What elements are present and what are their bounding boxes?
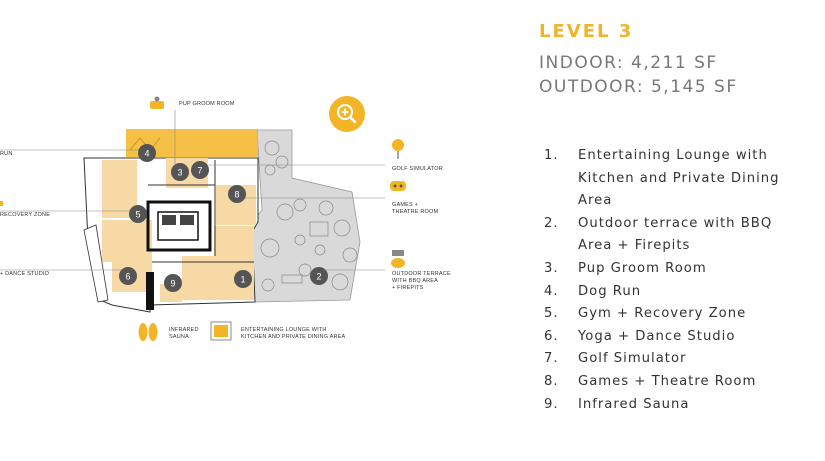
marker-4[interactable]: [138, 144, 156, 162]
legend-item: 6. Yoga + Dance Studio: [544, 328, 736, 344]
outdoor-area: OUTDOOR: 5,145 SF: [539, 77, 738, 97]
marker-3[interactable]: [171, 163, 189, 181]
dog-bath-icon: [150, 97, 164, 110]
legend-item: 7. Golf Simulator: [544, 351, 687, 367]
dumbbell-icon: [0, 201, 3, 206]
zoom-in-icon: [329, 96, 365, 132]
legend-item: 2. Outdoor terrace with BBQ Area + Firepits: [544, 215, 773, 254]
callout-sauna: INFRARED SAUNA: [169, 327, 199, 340]
marker-6[interactable]: [119, 267, 137, 285]
svg-text:1: 1: [240, 274, 246, 285]
svg-text:6: 6: [125, 271, 131, 282]
level-title: LEVEL 3: [539, 21, 634, 42]
callout-games: GAMES + THEATRE ROOM: [392, 202, 439, 215]
svg-text:5: 5: [135, 209, 141, 220]
callout-lounge: ENTERTAINING LOUNGE WITH KITCHEN AND PRIVATE DINING AREA: [241, 327, 346, 340]
marker-8[interactable]: [228, 185, 246, 203]
svg-text:9: 9: [170, 278, 176, 289]
svg-text:4: 4: [144, 148, 150, 159]
slippers-icon: [139, 323, 158, 341]
svg-text:3: 3: [177, 167, 183, 178]
bbq-firepit-icon: [391, 250, 405, 268]
svg-text:7: 7: [197, 165, 203, 176]
marker-5[interactable]: [129, 205, 147, 223]
legend-item: 3. Pup Groom Room: [544, 260, 707, 276]
legend-item: 5. Gym + Recovery Zone: [544, 306, 747, 322]
legend-item: 4. Dog Run: [544, 283, 642, 299]
outdoor-terrace-area: [252, 130, 360, 302]
legend-item: 9. Infrared Sauna: [544, 396, 690, 412]
callout-dog-run: RUN: [0, 151, 13, 157]
indoor-area: INDOOR: 4,211 SF: [539, 53, 718, 73]
legend-item: 8. Games + Theatre Room: [544, 373, 757, 389]
svg-text:2: 2: [316, 271, 322, 282]
callout-gym: RECOVERY ZONE: [0, 212, 51, 218]
marker-9[interactable]: [164, 274, 182, 292]
callout-terrace: OUTDOOR TERRACE WITH BBQ AREA + FIREPITS: [392, 271, 451, 291]
marker-2[interactable]: [310, 267, 328, 285]
callout-golf: GOLF SIMULATOR: [392, 166, 443, 172]
amenity-legend: [544, 145, 789, 416]
marker-7[interactable]: [191, 161, 209, 179]
golf-icon: [392, 139, 404, 159]
svg-text:8: 8: [234, 189, 240, 200]
callout-pup-groom: PUP GROOM ROOM: [179, 101, 235, 107]
game-controller-icon: [390, 181, 406, 191]
lounge-picture-icon: [211, 322, 231, 340]
legend-item: 1. Entertaining Lounge with Kitchen and Private Dining Area: [544, 148, 780, 209]
marker-1[interactable]: [234, 270, 252, 288]
callout-yoga: + DANCE STUDIO: [0, 271, 50, 277]
zoom-in-button[interactable]: [329, 96, 365, 132]
